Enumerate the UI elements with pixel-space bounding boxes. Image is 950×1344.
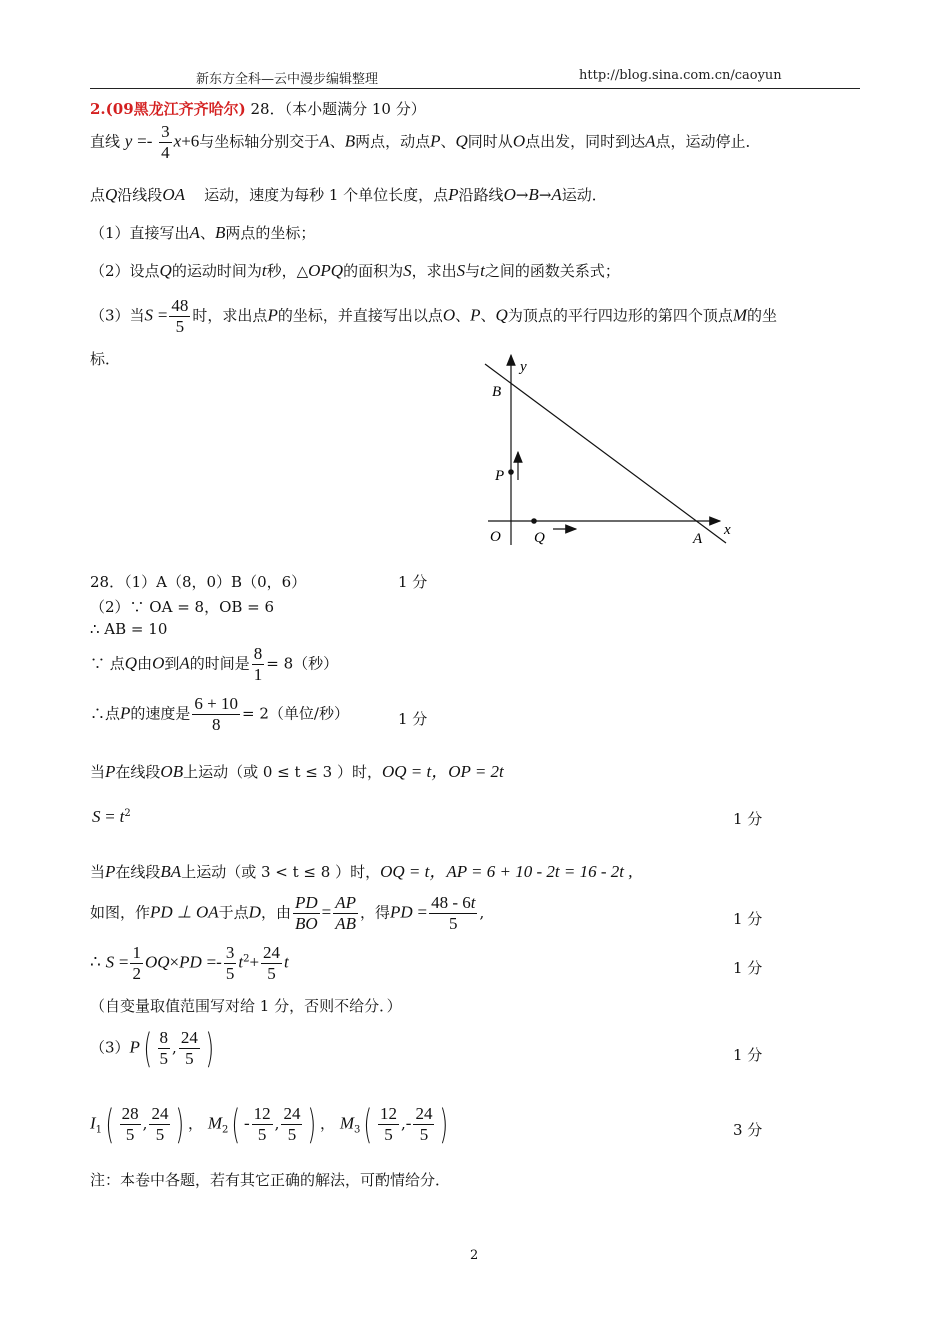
question-3-cont: 标．: [90, 350, 121, 368]
header-right: http://blog.sina.com.cn/caoyun: [579, 68, 782, 83]
score-3: 1 分: [733, 810, 763, 828]
solution-line-5: ∴点P的速度是 $\frac{6 + 10}{8}$ = 2（单位/秒）: [90, 694, 349, 734]
score-4: 1 分: [733, 910, 763, 928]
problem-title: [90, 98, 426, 119]
fraction: $\frac{28}{5}$: [121, 1104, 139, 1144]
fraction: $\frac{3}{5}$: [225, 943, 235, 983]
coordinate-figure: [480, 350, 740, 550]
solution-line-2: （2）∵ OA = 8，OB = 6: [90, 598, 275, 616]
line-ab: [485, 364, 726, 543]
score-2: 1 分: [398, 710, 428, 728]
note: 注：本卷中各题，若有其它正确的解法，可酌情给分．: [90, 1171, 451, 1189]
point-q: [531, 518, 537, 524]
solution-line-6: 当P在线段OB上运动（或 0 ≤ t ≤ 3 ）时，OQ = t，OP = 2t: [90, 762, 504, 781]
header-left: 新东方全科—云中漫步编辑整理: [196, 72, 379, 87]
label-x: x: [724, 522, 731, 538]
solution-line-9: 如图，作PD ⊥ OA于点D，由 $\frac{PD}{BO}$ = $\frac{AP}{AB}$ ，得PD = $\frac{48 - 6t}{5}$ ,: [90, 893, 485, 933]
solution-line-8: 当P在线段BA上运动（或 3 < t ≤ 8 ）时，OQ = t，AP = 6 + 10 - 2t = 16 - 2t ,: [90, 862, 633, 881]
question-3: （3）当S = $\frac{48}{5}$ 时，求出点P的坐标，并直接写出以点O、P、Q为顶点的平行四边形的第四个顶点M的坐: [90, 296, 778, 336]
fraction: $\frac{6 + 10}{8}$: [194, 694, 239, 734]
label-q: Q: [534, 530, 545, 546]
solution-line-11: （自变量取值范围写对给 1 分，否则不给分．）: [90, 997, 402, 1015]
solution-line-12: （3）P( $\frac{8}{5}$ , $\frac{24}{5}$ ): [90, 1025, 214, 1072]
fraction: $\frac{3}{4}$: [161, 122, 170, 162]
label-a: A: [693, 531, 703, 547]
fraction: $\frac{48}{5}$: [171, 296, 189, 336]
solution-line-1: 28．（1）A（8，0）B（0，6）: [90, 573, 307, 591]
fraction: $\frac{12}{5}$: [379, 1104, 397, 1144]
problem-source: 2.(09黑龙江齐齐哈尔): [90, 100, 246, 118]
fraction: $\frac{8}{5}$: [159, 1028, 169, 1068]
fraction: $\frac{24}{5}$: [151, 1104, 169, 1144]
label-o: O: [490, 529, 501, 545]
header-rule: [90, 88, 860, 89]
solution-line-7: $S = t^2$: [92, 807, 131, 826]
score-7: 3 分: [733, 1121, 763, 1139]
question-2: （2）设点Q的运动时间为t秒，△OPQ的面积为S，求出S与t之间的函数关系式；: [90, 261, 620, 280]
page-number: 2: [470, 1248, 479, 1263]
problem-line-2: 点Q沿线段OA 运动，速度为每秒 1 个单位长度，点P沿路线O→B→A运动．: [90, 185, 607, 204]
solution-line-4: ∵ 点Q由O到A的时间是 $\frac{8}{1}$ = 8（秒）: [90, 644, 339, 684]
fraction: $\frac{48 - 6t}{5}$: [431, 893, 476, 933]
fraction: $\frac{12}{5}$: [253, 1104, 271, 1144]
solution-line-3: ∴ AB = 10: [90, 620, 168, 638]
fraction: $\frac{24}{5}$: [263, 943, 281, 983]
score-1: 1 分: [398, 573, 428, 591]
problem-line-1: 直线 y =- $\frac{3}{4}$ x+6与坐标轴分别交于A、B两点，动点P、Q同时从O点出发，同时到达A点，运动停止．: [90, 122, 761, 162]
problem-number: 28．（本小题满分 10 分）: [250, 100, 426, 118]
label-p: P: [495, 468, 505, 484]
fraction: $\frac{AP}{AB}$: [335, 893, 357, 933]
point-p: [508, 469, 514, 475]
label-y: y: [520, 359, 527, 375]
fraction: $\frac{8}{1}$: [253, 644, 263, 684]
solution-line-10: ∴ S = $\frac{1}{2}$ OQ×PD =- $\frac{3}{5}$ $t^2+$ $\frac{24}{5}$ t: [90, 943, 289, 983]
fraction: $\frac{1}{2}$: [132, 943, 141, 983]
question-1: （1）直接写出A、B两点的坐标；: [90, 223, 316, 242]
fraction: $\frac{24}{5}$: [283, 1104, 301, 1144]
fraction: $\frac{24}{5}$: [180, 1028, 198, 1068]
solution-line-13: $I_1$( $\frac{28}{5}$ , $\frac{24}{5}$ ) ， $M_2$( - $\frac{12}{5}$ , $\frac{24}{5}$ ) ， $M_3$( $\frac{12}{5}$ ,- $\frac{24}{5}$ ): [90, 1101, 449, 1148]
fraction: $\frac{24}{5}$: [415, 1104, 433, 1144]
fraction: $\frac{PD}{BO}$: [294, 893, 318, 933]
score-6: 1 分: [733, 1046, 763, 1064]
score-5: 1 分: [733, 959, 763, 977]
label-b: B: [492, 384, 502, 400]
